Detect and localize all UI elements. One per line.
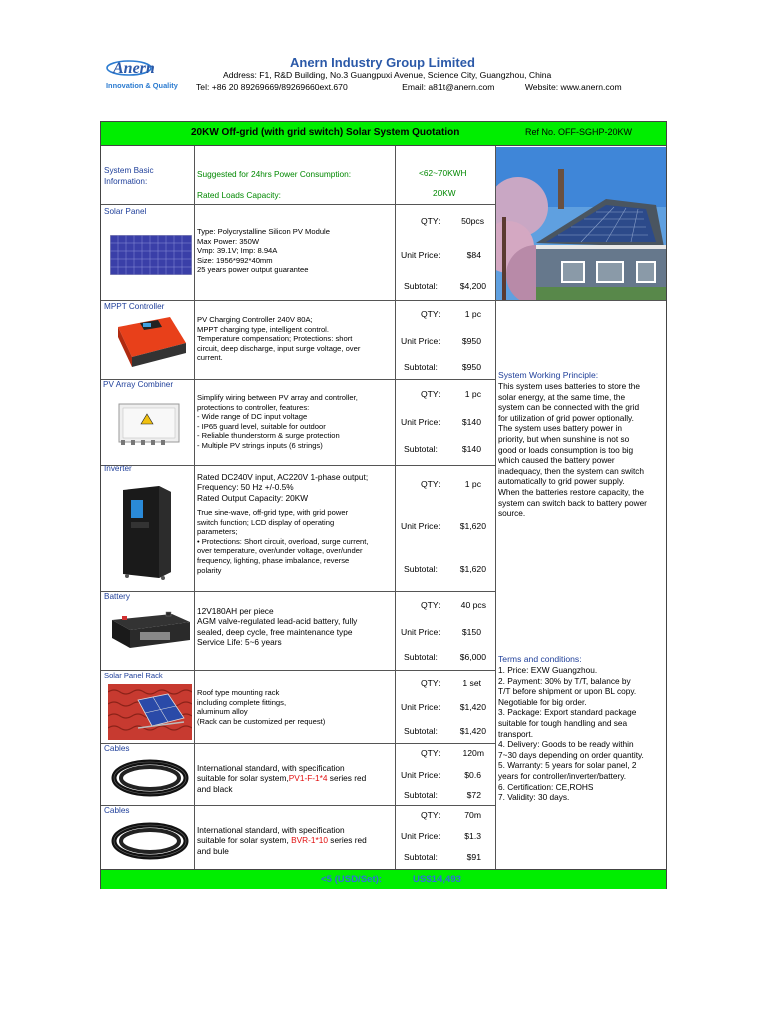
subtotal-label: Subtotal:: [404, 362, 438, 372]
house-solar-roof-image: [496, 147, 666, 300]
desc-line: 25 years power output guarantee: [197, 265, 309, 275]
terms-line: 7~30 days depending on order quantity.: [498, 749, 644, 760]
total-bar: [101, 869, 666, 889]
solar-rack-image: [108, 684, 192, 740]
unit-price-label: Unit Price:: [401, 770, 441, 780]
principle-line: good or loads consumption is too big: [498, 444, 634, 455]
desc-line: Service Life: 5~6 years: [197, 637, 282, 648]
unit-price-value: $1.3: [464, 831, 481, 841]
telephone: Tel: +86 20 89269669/89269660ext.670: [196, 82, 348, 92]
subtotal-label: Subtotal:: [404, 790, 438, 800]
item-name-cables-1: Cables: [104, 744, 130, 753]
working-principle-text: [498, 381, 666, 519]
unit-price-label: Unit Price:: [401, 702, 441, 712]
unit-price-value: $1,620: [459, 521, 486, 531]
desc-line: aluminum alloy: [197, 707, 248, 717]
item-name-pv-array-combiner: PV Array Combiner: [103, 380, 174, 389]
desc-line: Simplify wiring between PV array and controller,: [197, 393, 358, 402]
item-desc-solar-panel-rack: [197, 688, 325, 726]
principle-line: The system uses battery power in: [498, 423, 623, 434]
desc-line: and black: [197, 783, 233, 794]
item-name-cables-2: Cables: [104, 806, 130, 815]
desc-line: True sine-wave, off-grid type, with grid power: [197, 508, 349, 517]
qty-value: 1 pc: [464, 389, 481, 399]
terms-line: T/T before shipment or upon BL copy.: [498, 686, 637, 697]
principle-line: inadequacy, then the system can switch: [498, 465, 645, 476]
company-address: Address: F1, R&D Building, No.3 Guangpuxi Avenue, Science City, Guangzhou, China: [223, 70, 552, 80]
terms-line: years for controller/inverter/battery.: [498, 770, 627, 781]
unit-price-value: $950: [461, 336, 481, 346]
contact-line: [196, 82, 622, 92]
desc-text: suitable for solar system,: [197, 835, 292, 846]
principle-line: priority, but when sunshine is not so: [498, 433, 630, 444]
quotation-title: 20KW Off-grid (with grid switch) Solar System Quotation: [191, 127, 460, 138]
subtotal-label: Subtotal:: [404, 444, 438, 454]
desc-line: Roof type mounting rack: [197, 688, 280, 697]
subtotal-value: $6,000: [459, 652, 486, 662]
item-name-solar-panel: Solar Panel: [104, 207, 147, 216]
desc-line: (Rack can be customized per request): [197, 716, 326, 726]
cable-spec: PV1-F-1*4: [288, 773, 328, 784]
desc-line: - IP65 guard level, suitable for outdoor: [197, 421, 326, 431]
desc-line: PV Charging Controller 240V 80A;: [197, 315, 313, 324]
item-desc-inverter-extra: [197, 508, 368, 575]
desc-text: suitable for solar system,: [197, 773, 289, 784]
desc-line: [197, 835, 367, 845]
desc-text: series red: [327, 835, 367, 846]
qty-value: 120m: [462, 748, 484, 758]
desc-line: MPPT charging type, intelligent control.: [197, 324, 329, 334]
desc-line: [197, 773, 366, 783]
principle-line: system can be connected with the grid: [498, 402, 640, 413]
unit-price-value: $0.6: [464, 770, 481, 780]
terms-line: 6. Certification: CE,ROHS: [498, 781, 594, 792]
unit-price-value: $150: [461, 627, 481, 637]
qty-label: QTY:: [421, 216, 441, 226]
consumption-value: <62~70KWH: [419, 168, 467, 178]
principle-line: This system uses batteries to store the: [498, 381, 641, 391]
total-value: US$14,493: [413, 874, 462, 885]
qty-label: QTY:: [421, 678, 441, 688]
subtotal-label: Subtotal:: [404, 564, 438, 574]
company-logo: [105, 56, 189, 92]
item-desc-solar-panel: [197, 227, 330, 275]
inverter-image: [119, 484, 175, 580]
qty-label: QTY:: [421, 600, 441, 610]
desc-line: AGM valve-regulated lead-acid battery, fully: [197, 616, 358, 627]
unit-price-label: Unit Price:: [401, 336, 441, 346]
terms-line: 1. Price: EXW Guangzhou.: [498, 665, 598, 675]
qty-label: QTY:: [421, 389, 441, 399]
terms-line: 5. Warranty: 5 years for solar panel, 2: [498, 760, 637, 771]
logo-tagline: Innovation & Quality: [106, 81, 178, 90]
basic-info-label: System Basic Information:: [104, 166, 154, 186]
qty-label: QTY:: [421, 810, 441, 820]
qty-value: 1 pc: [464, 479, 481, 489]
item-name-mppt-controller: MPPT Controller: [104, 302, 165, 311]
qty-value: 1 set: [462, 678, 481, 688]
desc-line: International standard, with specification: [197, 825, 345, 835]
working-principle-title: System Working Principle:: [498, 370, 599, 380]
qty-label: QTY:: [421, 309, 441, 319]
desc-line: Frequency: 50 Hz +/-0.5%: [197, 482, 294, 493]
subtotal-value: $1,420: [459, 726, 486, 736]
capacity-value: 20KW: [433, 188, 456, 198]
principle-line: source.: [498, 508, 526, 519]
terms-line: 2. Payment: 30% by T/T, balance by: [498, 675, 631, 686]
terms-line: transport.: [498, 728, 534, 739]
item-desc-cables-1: [197, 763, 366, 794]
qty-label: QTY:: [421, 479, 441, 489]
desc-line: and bule: [197, 845, 229, 856]
desc-line: switch function; LCD display of operating: [197, 517, 335, 527]
terms-line: Negotiable for big order.: [498, 696, 587, 707]
desc-line: current.: [197, 353, 223, 363]
subtotal-value: $1,620: [459, 564, 486, 574]
item-desc-inverter: [197, 472, 368, 503]
principle-line: for utilization of grid power optionally.: [498, 412, 634, 423]
battery-image: [110, 608, 192, 650]
desc-line: Vmp: 39.1V; Imp: 8.94A: [197, 246, 278, 256]
logo-wordmark: Anern: [113, 60, 155, 77]
desc-line: Type: Polycrystalline Silicon PV Module: [197, 227, 330, 236]
quotation-table: [100, 121, 667, 889]
desc-line: protections to controller, features:: [197, 402, 310, 412]
desc-line: parameters;: [197, 527, 238, 537]
unit-price-label: Unit Price:: [401, 627, 441, 637]
unit-price-label: Unit Price:: [401, 250, 441, 260]
capacity-label: Rated Loads Capacity:: [197, 190, 281, 200]
item-name-solar-panel-rack: Solar Panel Rack: [104, 671, 163, 680]
unit-price-label: Unit Price:: [401, 521, 441, 531]
desc-line: Rated Output Capacity: 20KW: [197, 492, 309, 503]
unit-price-value: $140: [461, 417, 481, 427]
item-desc-pv-array-combiner: [197, 393, 358, 451]
qty-value: 40 pcs: [460, 600, 486, 610]
desc-line: - Multiple PV strings inputs (6 strings): [197, 440, 323, 450]
pv-combiner-image: [117, 402, 183, 446]
item-desc-battery: [197, 606, 357, 648]
desc-line: frequency, lighting, phase imbalance, reverse: [197, 555, 350, 565]
consumption-label: Suggested for 24hrs Power Consumption:: [197, 169, 352, 179]
company-name: Anern Industry Group Limited: [290, 55, 475, 70]
unit-price-label: Unit Price:: [401, 831, 441, 841]
terms-text: [498, 665, 666, 803]
item-desc-cables-2: [197, 825, 367, 856]
terms-line: 4. Delivery: Goods to be ready within: [498, 739, 634, 750]
subtotal-label: Subtotal:: [404, 281, 438, 291]
desc-line: circuit, deep discharge, input surge voltage, over: [197, 343, 361, 353]
item-desc-mppt-controller: [197, 315, 360, 363]
subtotal-value: $4,200: [459, 281, 486, 291]
item-name-battery: Battery: [104, 592, 130, 601]
desc-line: Max Power: 350W: [197, 236, 260, 246]
desc-line: - Reliable thunderstorm & surge protection: [197, 431, 340, 441]
subtotal-label: Subtotal:: [404, 652, 438, 662]
subtotal-value: $140: [461, 444, 481, 454]
subtotal-label: Subtotal:: [404, 726, 438, 736]
desc-line: International standard, with specification: [197, 763, 345, 773]
desc-line: Size: 1956*992*40mm: [197, 255, 273, 265]
desc-line: over temperature, over/under voltage, over/under: [197, 546, 363, 556]
subtotal-value: $91: [466, 852, 481, 862]
cable-coil-image: [110, 756, 190, 800]
desc-line: including complete fittings,: [197, 697, 287, 707]
desc-line: Rated DC240V input, AC220V 1-phase output;: [197, 472, 369, 482]
subtotal-value: $950: [461, 362, 481, 372]
qty-value: 1 pc: [464, 309, 481, 319]
desc-line: - Wide range of DC input voltage: [197, 412, 308, 422]
desc-line: • Protections: Short circuit, overload, surge current,: [197, 536, 369, 546]
subtotal-value: $72: [466, 790, 481, 800]
terms-line: 7. Validity: 30 days.: [498, 792, 570, 803]
terms-line: 3. Package: Export standard package: [498, 707, 637, 718]
subtotal-label: Subtotal:: [404, 852, 438, 862]
qty-value: 50pcs: [461, 216, 484, 226]
qty-value: 70m: [464, 810, 481, 820]
principle-line: When the batteries restore capacity, the: [498, 486, 645, 497]
principle-line: which caused the battery power: [498, 455, 615, 466]
reference-number: Ref No. OFF-SGHP-20KW: [525, 127, 633, 137]
cable-coil-image: [110, 819, 190, 863]
mppt-controller-image: [110, 313, 190, 367]
principle-line: solar energy, at the same time, the: [498, 391, 626, 402]
desc-text: series red: [327, 773, 367, 784]
qty-label: QTY:: [421, 748, 441, 758]
desc-line: sealed, deep cycle, free maintenance type: [197, 626, 353, 637]
terms-line: suitable for tough handling and sea: [498, 717, 628, 728]
unit-price-label: Unit Price:: [401, 417, 441, 427]
item-name-inverter: Inverter: [104, 464, 132, 473]
quotation-title-bar: [101, 122, 666, 146]
solar-panel-image: [110, 235, 192, 275]
principle-line: automatically to grid power supply.: [498, 476, 625, 487]
unit-price-value: $84: [466, 250, 481, 260]
website[interactable]: Website: www.anern.com: [524, 82, 622, 92]
email[interactable]: Email: a81t@anern.com: [402, 82, 495, 92]
terms-title: Terms and conditions:: [498, 654, 582, 664]
desc-line: 12V180AH per piece: [197, 606, 274, 616]
desc-line: polarity: [197, 565, 222, 575]
principle-line: system can switch back to battery power: [498, 497, 647, 508]
desc-line: Temperature compensation; Protections: short: [197, 334, 353, 344]
unit-price-value: $1,420: [459, 702, 486, 712]
total-label: <5 (USD/Set):: [321, 874, 383, 885]
cable-spec: BVR-1*10: [291, 835, 328, 846]
